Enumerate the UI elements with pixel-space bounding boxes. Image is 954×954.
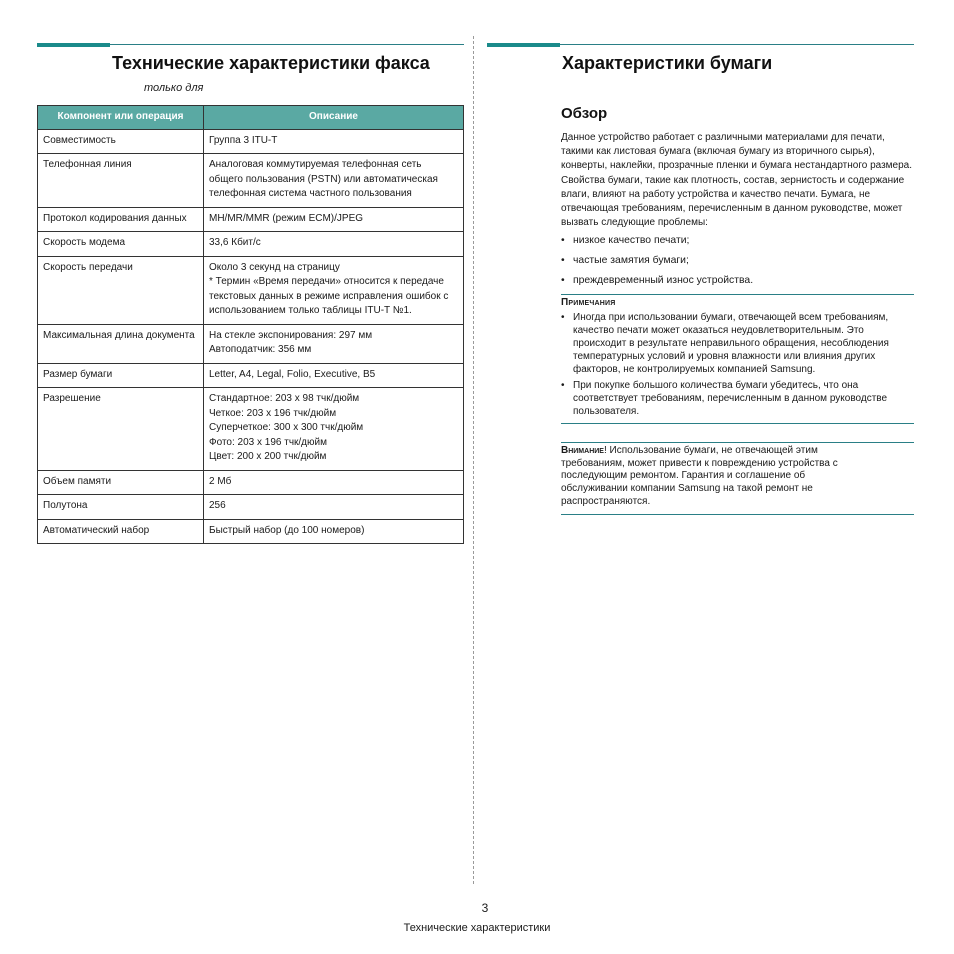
right-column: [487, 43, 914, 507]
overview-heading: Обзор: [561, 105, 608, 122]
spec-component-cell: Разрешение: [38, 388, 204, 471]
spec-component-cell: Полутона: [38, 495, 204, 520]
spec-component-cell: Протокол кодирования данных: [38, 207, 204, 232]
spec-component-cell: Совместимость: [38, 129, 204, 154]
notes-top-rule: [561, 294, 914, 295]
warning-top-rule: [561, 442, 914, 443]
table-row: [38, 388, 464, 471]
notes-list: [561, 312, 914, 418]
fax-specs-title: Технические характеристики факса: [112, 53, 430, 73]
spec-component-cell: Объем памяти: [38, 470, 204, 495]
spec-description-cell: Аналоговая коммутируемая телефонная сеть общего пользования (PSTN) или автоматическая телефонная система частного пользования: [204, 154, 464, 208]
footer-section-title: Технические характеристики: [403, 922, 551, 934]
spec-description-cell: 256: [204, 495, 464, 520]
table-row: [38, 232, 464, 257]
spec-description-cell: Около 3 секунд на страницу * Термин «Время передачи» относится к передаче текстовых данных в режиме исправления ошибок с использованием только таблицы ITU-T №1.: [204, 256, 464, 324]
table-row: [38, 324, 464, 363]
table-row: [38, 256, 464, 324]
fax-subnote: только для: [144, 82, 204, 94]
note-item: • Иногда при использовании бумаги, отвечающей всем требованиям, качество печати может оказаться неудовлетворительным. Это происходит в результате неправильного обращения, несоблюдения температурных условий и уровня влажности или влияния других факторов, не контролируемых компанией Samsung.: [561, 312, 914, 376]
table-row: [38, 519, 464, 544]
warning-text-block: [561, 445, 871, 509]
table-row: [38, 470, 464, 495]
list-item: • частые замятия бумаги;: [561, 254, 914, 268]
header-component: Компонент или операция: [38, 106, 204, 130]
spec-component-cell: Скорость передачи: [38, 256, 204, 324]
right-header-rule: [487, 43, 914, 47]
list-item: • преждевременный износ устройства.: [561, 274, 914, 288]
paper-specs-title: Характеристики бумаги: [562, 53, 773, 73]
overview-section: [561, 105, 914, 515]
spec-description-cell: На стекле экспонирования: 297 мм Автоподатчик: 356 мм: [204, 324, 464, 363]
table-row: [38, 363, 464, 388]
spec-description-cell: Быстрый набор (до 100 номеров): [204, 519, 464, 544]
table-row: [38, 129, 464, 154]
rule-line: [560, 44, 914, 45]
page-number: 3: [481, 901, 489, 915]
spec-component-cell: Размер бумаги: [38, 363, 204, 388]
notes-heading: Примечания: [561, 297, 616, 309]
left-column: [37, 43, 464, 536]
table-row: [38, 495, 464, 520]
spec-component-cell: Автоматический набор: [38, 519, 204, 544]
rule-accent: [487, 43, 560, 47]
spec-description-cell: Стандартное: 203 x 98 тчк/дюйм Четкое: 203 x 196 тчк/дюйм Суперчеткое: 300 x 300 тчк/дюйм Фото: 203 x 196 тчк/дюйм Цвет: 200 x 200 тчк/дюйм: [204, 388, 464, 471]
table-body: [38, 129, 464, 544]
warning-bottom-rule: [561, 514, 914, 515]
spec-description-cell: Группа 3 ITU-T: [204, 129, 464, 154]
spec-description-cell: MH/MR/MMR (режим ECM)/JPEG: [204, 207, 464, 232]
notes-bottom-rule: [561, 423, 914, 424]
fax-spec-table: [37, 105, 464, 544]
header-description: Описание: [204, 106, 464, 130]
warning-label: Внимание: [561, 444, 604, 456]
list-item: • низкое качество печати;: [561, 234, 914, 248]
spec-description-cell: 2 Мб: [204, 470, 464, 495]
column-divider: [473, 36, 474, 884]
spec-component-cell: Максимальная длина документа: [38, 324, 204, 363]
rule-line: [110, 44, 464, 45]
left-header-rule: [37, 43, 464, 47]
table-row: [38, 154, 464, 208]
overview-text: Данное устройство работает с различными материалами для печати, такими как листовая бумага (включая бумагу из вторичного сырья), конверты, наклейки, прозрачные пленки и бумага нестандартного размера. Свойства бумаги, такие как плотность, состав, зернистость и содержание влаги, влияют на работу устройства и качество печати. Бумага, не отвечающая требованиям, перечисленным в данном руководстве, может вызвать следующие проблемы:: [561, 132, 913, 229]
table-row: [38, 207, 464, 232]
problems-list: [561, 234, 914, 288]
note-item: • При покупке большого количества бумаги убедитесь, что она соответствует требованиям, перечисленным в данном руководстве пользователя.: [561, 380, 914, 418]
rule-accent: [37, 43, 110, 47]
table-header-row: [38, 106, 464, 130]
spec-description-cell: Letter, A4, Legal, Folio, Executive, B5: [204, 363, 464, 388]
spec-description-cell: 33,6 Кбит/с: [204, 232, 464, 257]
warning-text: ! Использование бумаги, не отвечающей этим требованиям, может привести к повреждению устройства с последующим ремонтом. Гарантия и соглашение об обслуживании компании Samsung на такой ремонт не распространяются.: [561, 444, 838, 507]
spec-component-cell: Скорость модема: [38, 232, 204, 257]
spec-component-cell: Телефонная линия: [38, 154, 204, 208]
